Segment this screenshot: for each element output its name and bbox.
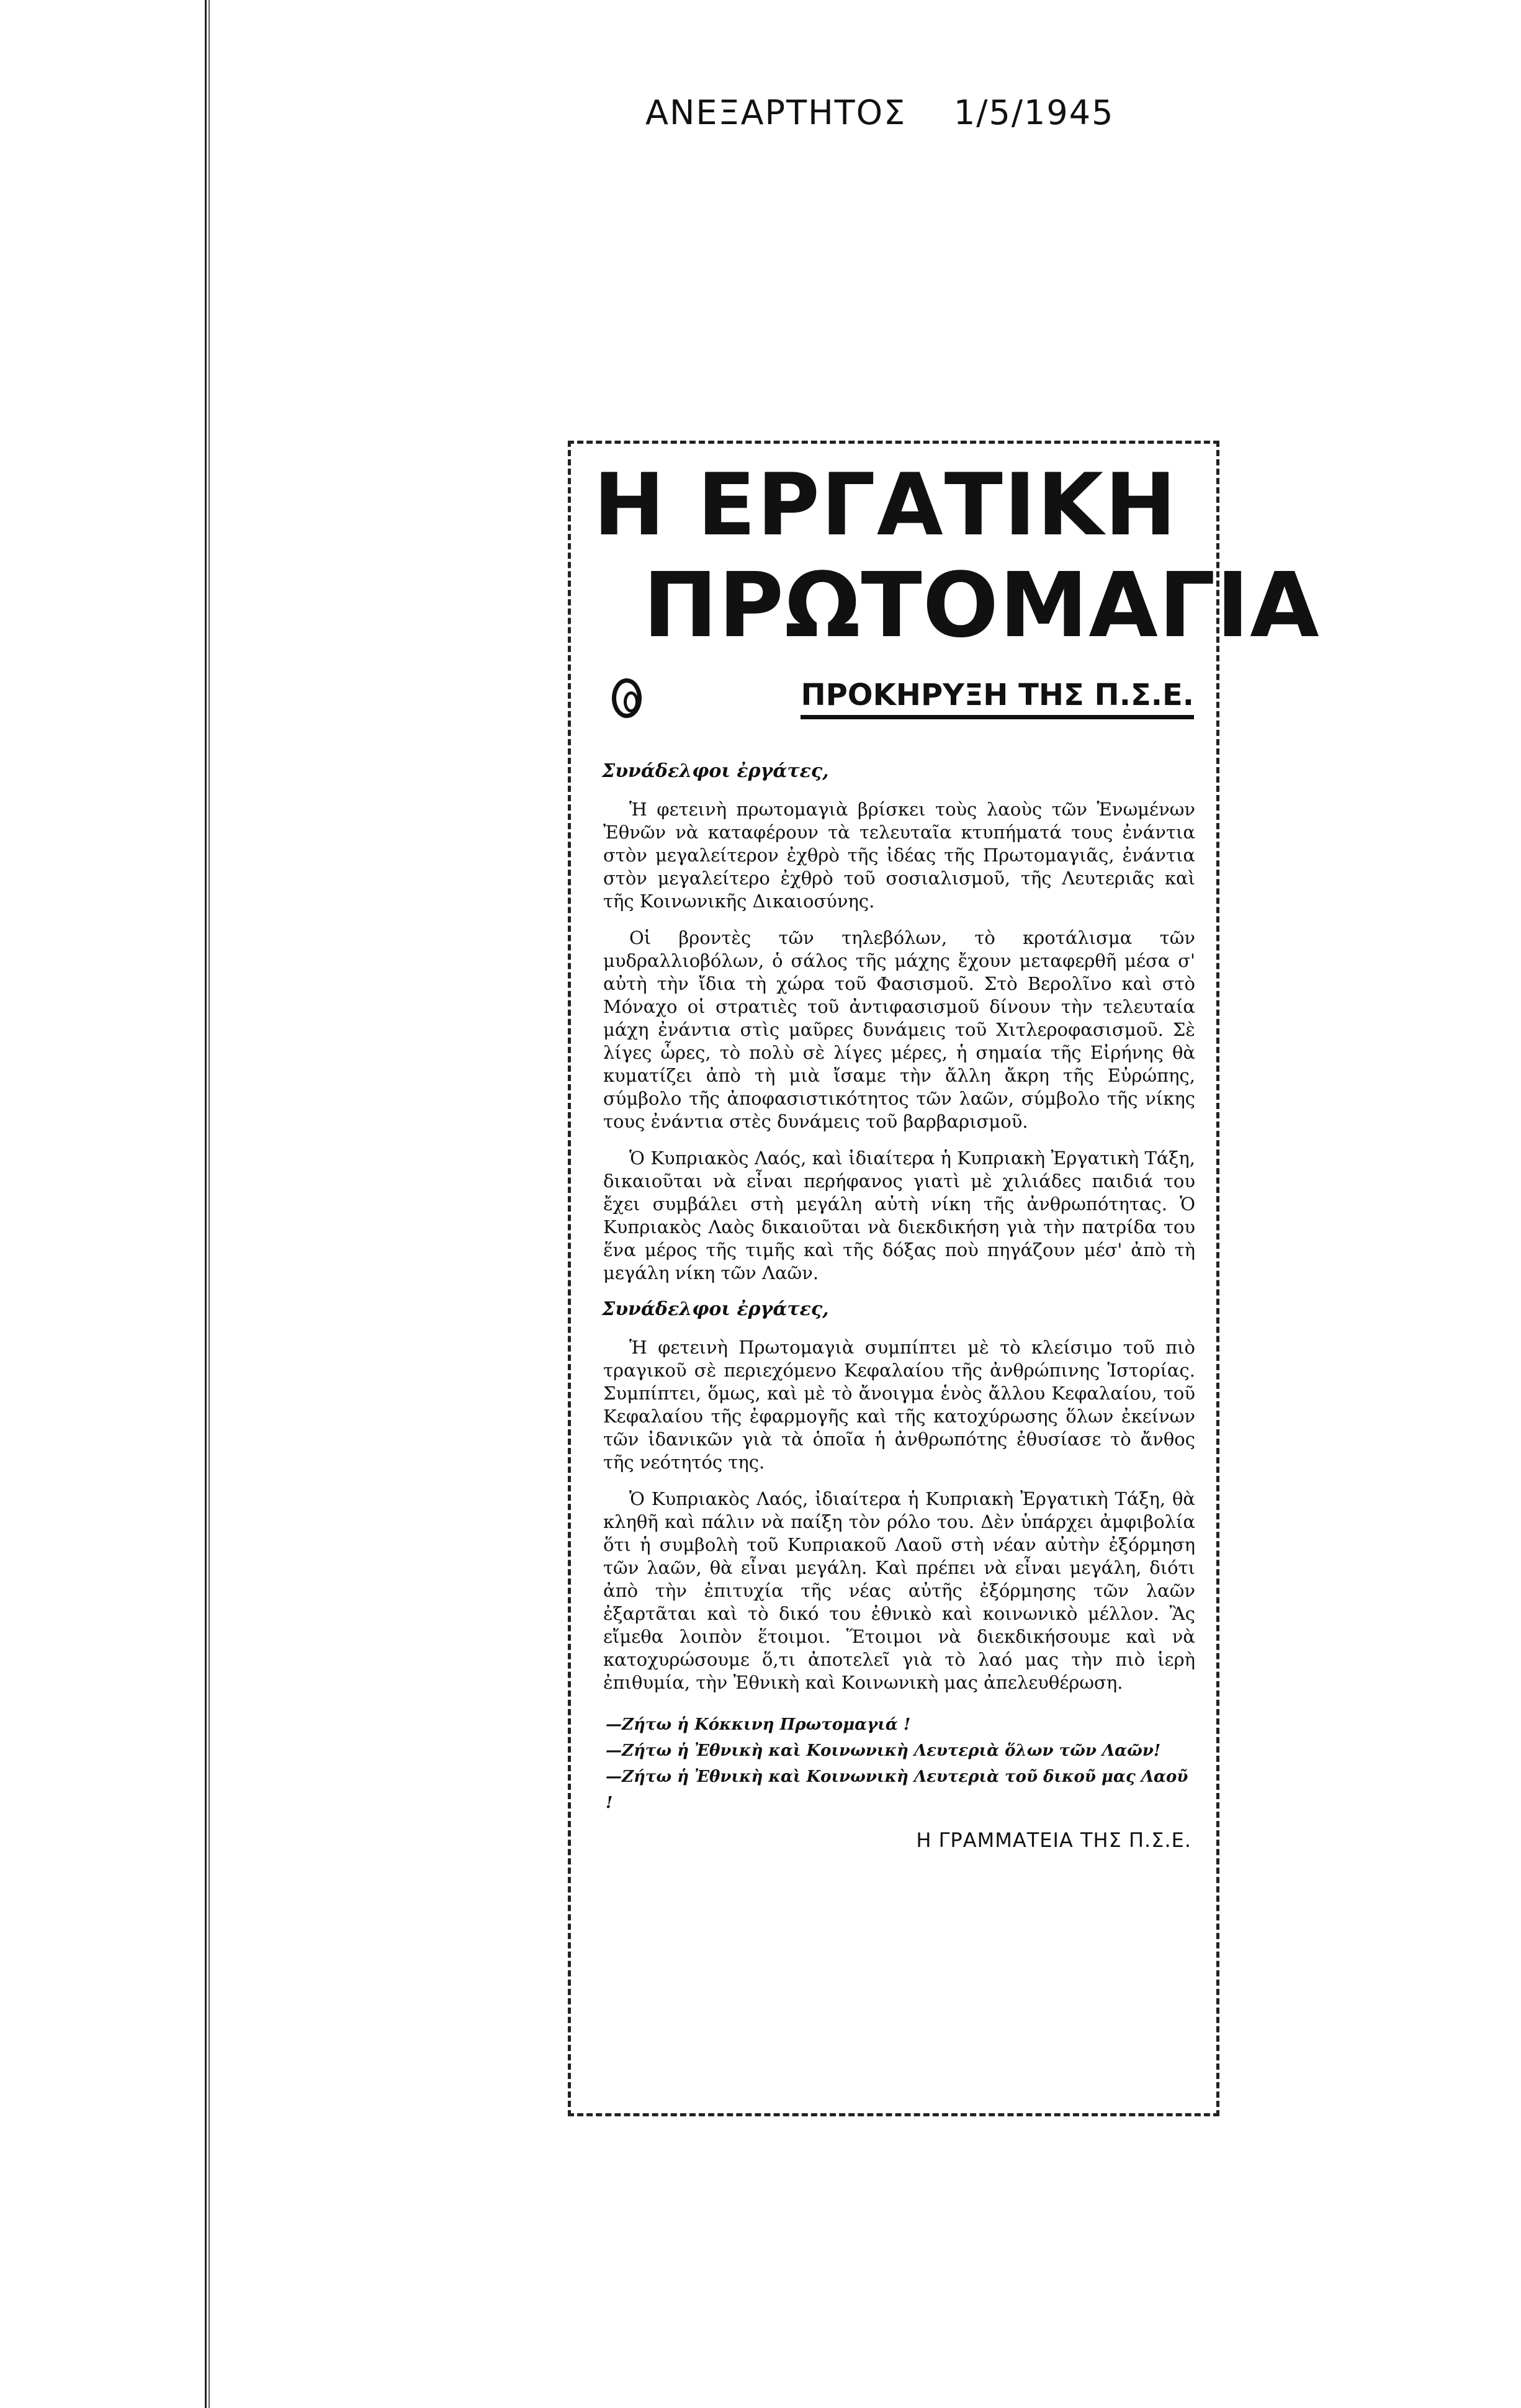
headline-line-1: Η ΕΡΓΑΤΙΚΗ: [593, 455, 1178, 555]
closing-slogans: [606, 1712, 1200, 1816]
publication-date: 1/5/1945: [953, 93, 1115, 132]
scan-edge-line-2: [209, 0, 210, 2408]
subtitle: ΠΡΟΚΗΡΥΞΗ ΤΗΣ Π.Σ.Ε.: [801, 678, 1194, 719]
salutation: Συνάδελφοι ἐργάτες,: [602, 1298, 829, 1320]
paragraph: Ὁ Κυπριακὸς Λαός, καὶ ἰδιαίτερα ἡ Κυπριακὴ Ἐργατικὴ Τάξη, δικαιοῦται νὰ εἶναι περήφανος γιατὶ μὲ χιλιάδες παιδιά του ἔχει συμβάλει στὴ μεγάλη αὐτὴ νίκη τῆς ἀνθρωπότητας. Ὁ Κυπριακὸς Λαὸς δικαιοῦται νὰ διεκδικήση γιὰ τὴν πατρίδα του ἕνα μέρος τῆς τιμῆς καὶ τῆς δόξας ποὺ πηγάζουν μέσ' ἀπὸ τὴ μεγάλη νίκη τῶν Λαῶν.: [603, 1148, 1195, 1283]
newspaper-name: ΑΝΕΞΑΡΤΗΤΟΣ: [645, 93, 907, 132]
slogan: —Ζήτω ἡ Ἐθνικὴ καὶ Κοινωνικὴ Λευτεριὰ τοῦ δικοῦ μας Λαοῦ !: [606, 1768, 1188, 1812]
salutation: Συνάδελφοι ἐργάτες,: [602, 760, 829, 782]
paragraph: Ὁ Κυπριακὸς Λαός, ἰδιαίτερα ἡ Κυπριακὴ Ἐργατικὴ Τάξη, θὰ κληθῆ καὶ πάλιν νὰ παίξη τὸν ρόλο του. Δὲν ὑπάρχει ἀμφιβολία ὅτι ἡ συμβολὴ τοῦ Κυπριακοῦ Λαοῦ στὴ νέαν αὐτὴν ἐξόρμηση τῶν λαῶν, θὰ εἶναι μεγάλη. Καὶ πρέπει νὰ εἶναι μεγάλη, διότι ἀπὸ τὴν ἐπιτυχία τῆς νέας αὐτῆς ἐξόρμησης τῶν λαῶν ἐξαρτᾶται καὶ τὸ δικό του ἐθνικὸ καὶ κοινωνικὸ μέλλον. Ἂς εἴμεθα λοιπὸν ἕτοιμοι. Ἕτοιμοι νὰ διεκδικήσουμε καὶ νὰ κατοχυρώσουμε ὅ,τι ἀποτελεῖ γιὰ τὸ λαό μας τὴν πιὸ ἱερὴ ἐπιθυμία, τὴν Ἐθνικὴ καὶ Κοινωνικὴ μας ἀπελευθέρωση.: [603, 1488, 1195, 1693]
ornament-icon: [612, 678, 642, 718]
headline-line-2: ΠΡΩΤΟΜΑΓΙΑ: [643, 553, 1320, 657]
newspaper-clipping: [568, 441, 1320, 2116]
handwritten-header: [645, 93, 1114, 132]
subtitle-row: [587, 673, 1200, 723]
paragraph: Οἱ βροντὲς τῶν τηλεβόλων, τὸ κροτάλισμα τῶν μυδραλλιοβόλων, ὁ σάλος τῆς μάχης ἔχουν μεταφερθῆ μέσα σ' αὐτὴ τὴν ἴδια τὴ χώρα τοῦ Φασισμοῦ. Στὸ Βερολῖνο καὶ στὸ Μόναχο οἱ στρατιὲς τοῦ ἀντιφασισμοῦ δίνουν τὴν τελευταία μάχη ἐνάντια στὶς μαῦρες δυνάμεις τοῦ Χιτλεροφασισμοῦ. Σὲ λίγες ὧρες, τὸ πολὺ σὲ λίγες μέρες, ἡ σημαία τῆς Εἰρήνης θὰ κυματίζει ἀπὸ τὴ μιὰ ἴσαμε τὴν ἄλλη ἄκρη τῆς Εὐρώπης, σύμβολο τῆς ἀποφασιστικότητος τῶν λαῶν, σύμβολο τῆς νίκης τους ἐνάντια στὲς δυνάμεις τοῦ βαρβαρισμοῦ.: [603, 927, 1195, 1132]
scan-edge-line: [205, 0, 207, 2408]
paragraph: Ἡ φετεινὴ πρωτομαγιὰ βρίσκει τοὺς λαοὺς τῶν Ἑνωμένων Ἐθνῶν νὰ καταφέρουν τὰ τελευταῖα κτυπήματά τους ἐνάντια στὸν μεγαλείτερον ἐχθρὸ τῆς ἰδέας τῆς Πρωτομαγιᾶς, ἐνάντια στὸν μεγαλείτερο ἐχθρὸ τοῦ σοσιαλισμοῦ, τῆς Λευτεριᾶς καὶ τῆς Κοινωνικῆς Δικαιοσύνης.: [603, 799, 1195, 912]
signature: Η ΓΡΑΜΜΑΤΕΙΑ ΤΗΣ Π.Σ.Ε.: [916, 1828, 1191, 1852]
slogan: —Ζήτω ἡ Κόκκινη Πρωτομαγιά !: [606, 1715, 911, 1734]
paragraph: Ἡ φετεινὴ Πρωτομαγιὰ συμπίπτει μὲ τὸ κλείσιμο τοῦ πιὸ τραγικοῦ σὲ περιεχόμενο Κεφαλαίου τῆς ἀνθρώπινης Ἱστορίας. Συμπίπτει, ὅμως, καὶ μὲ τὸ ἄνοιγμα ἑνὸς ἄλλου Κεφαλαίου, τοῦ Κεφαλαίου τῆς ἐφαρμογῆς καὶ τῆς κατοχύρωσης ὅλων ἐκείνων τῶν ἰδανικῶν γιὰ τὰ ὁποῖα ἡ ἀνθρωπότης ἐθυσίασε τὸ ἄνθος τῆς νεότητός της.: [603, 1337, 1195, 1473]
slogan: —Ζήτω ἡ Ἐθνικὴ καὶ Κοινωνικὴ Λευτεριὰ ὅλων τῶν Λαῶν!: [606, 1741, 1161, 1760]
